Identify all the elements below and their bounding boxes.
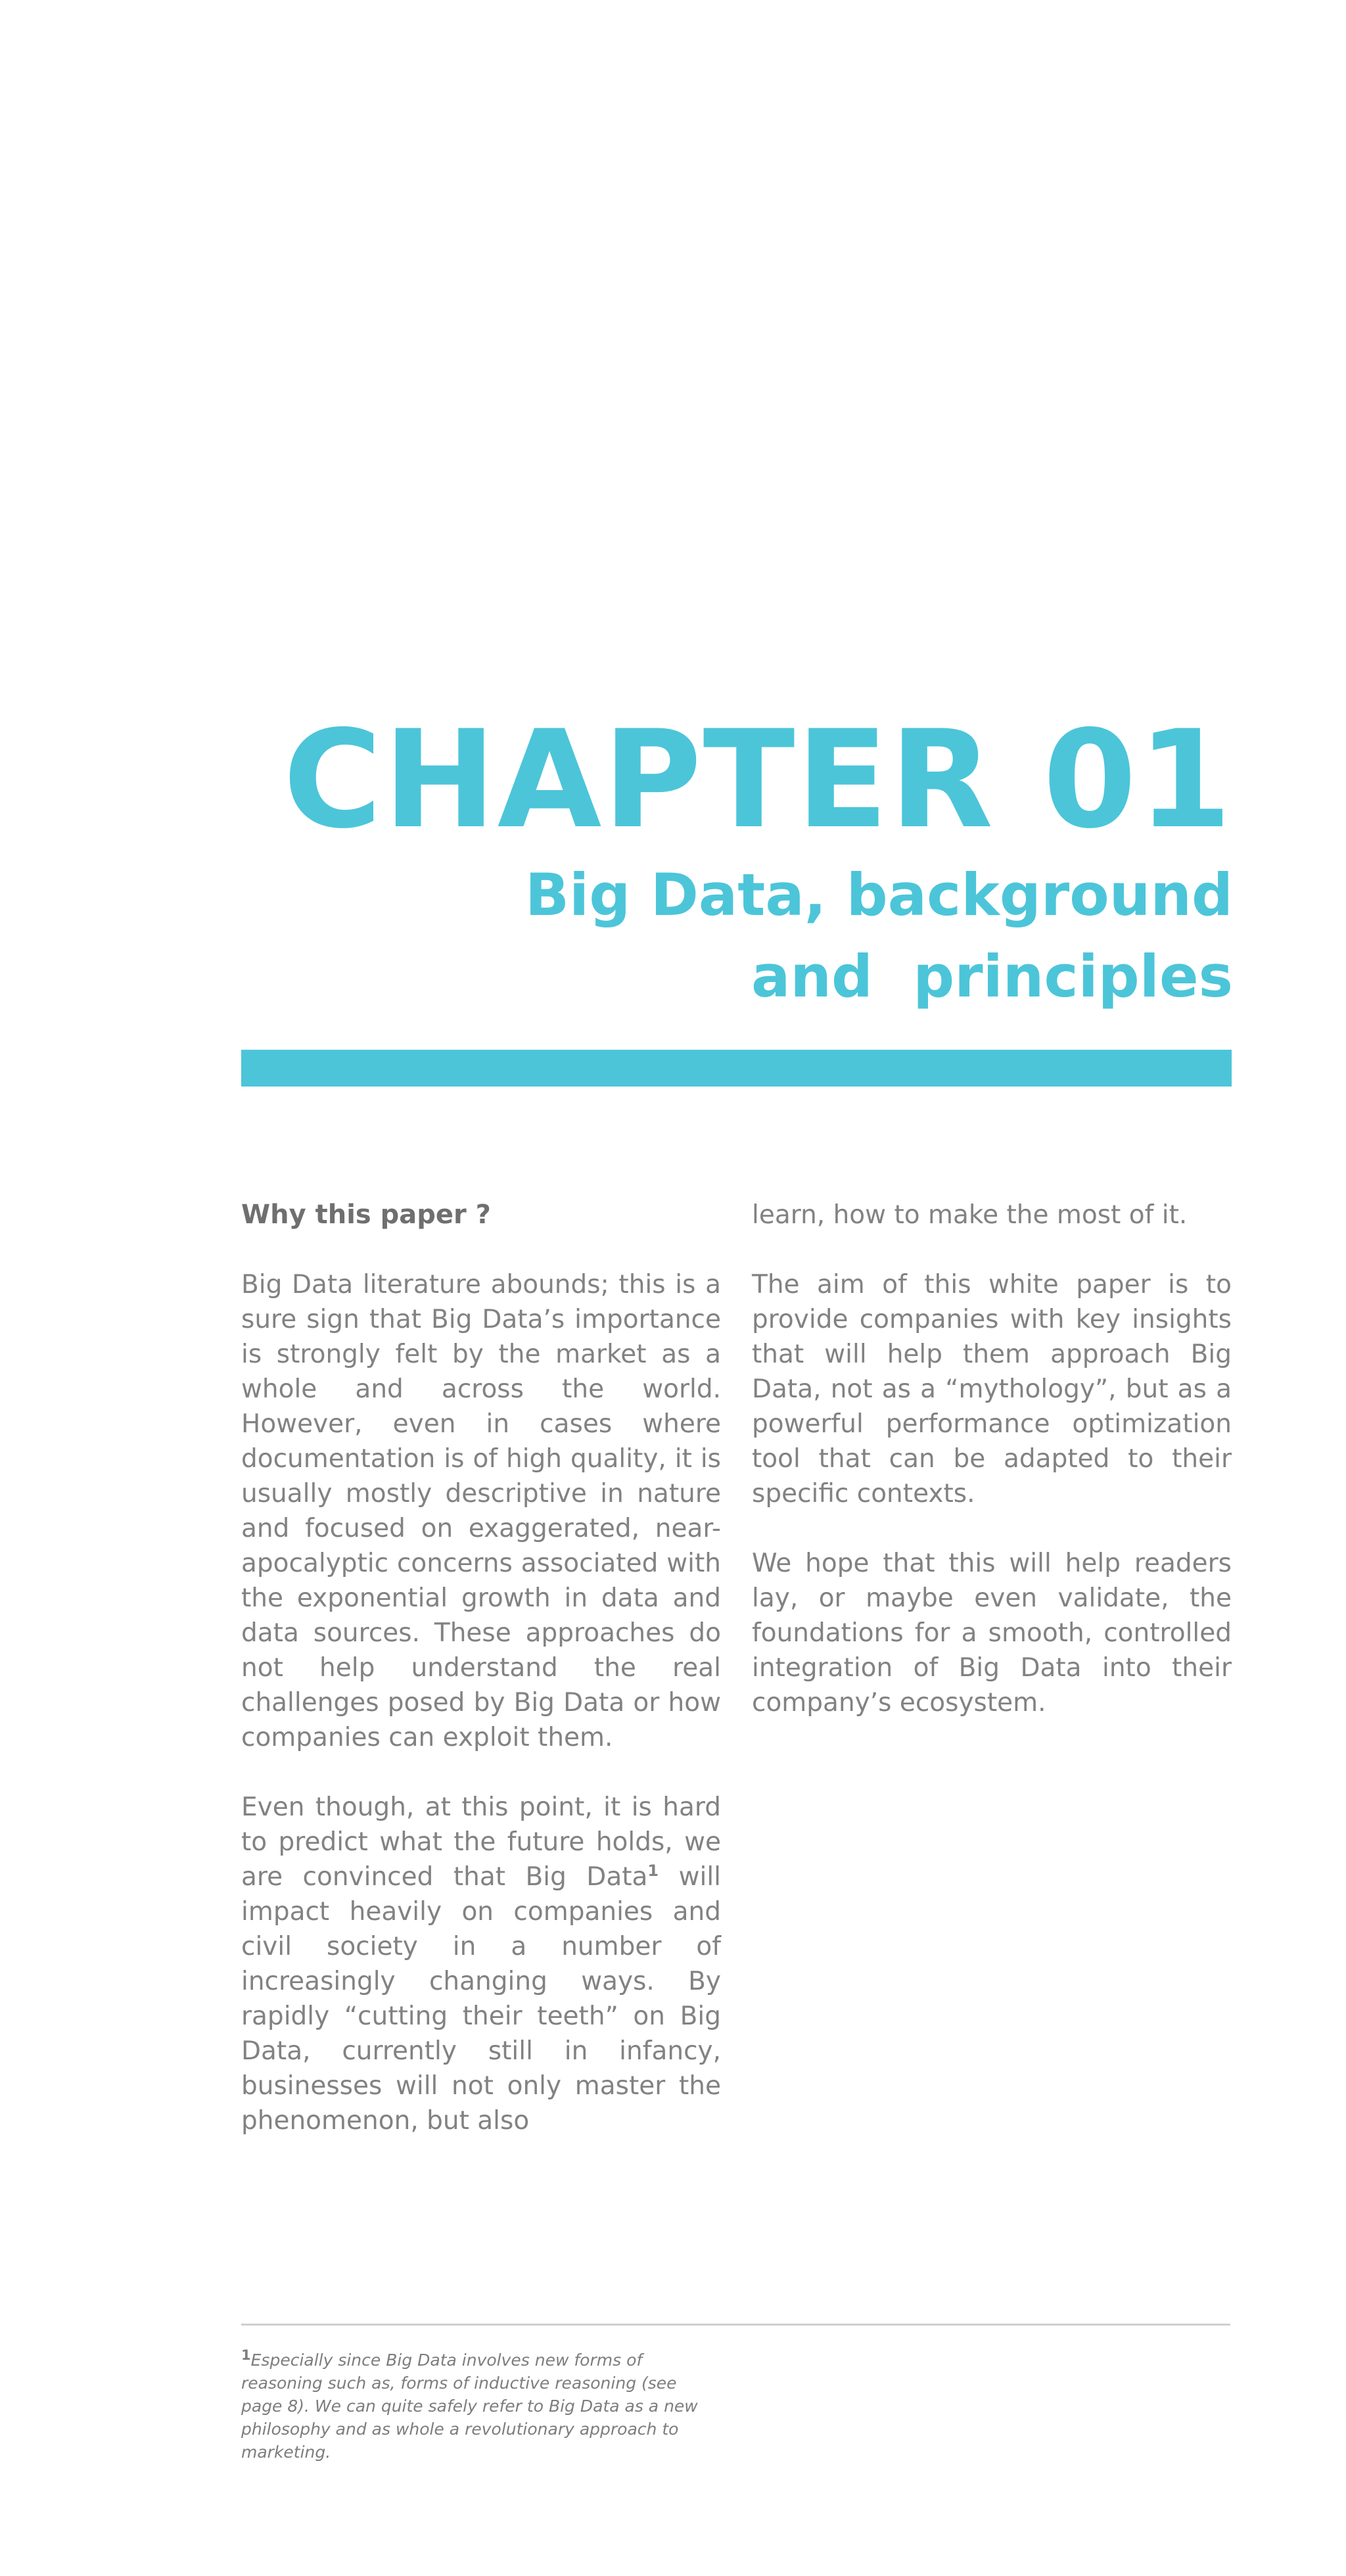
body-column-left (241, 1198, 721, 2138)
chapter-accent-bar (241, 1050, 1232, 1087)
chapter-subtitle-line-1: Big Data, background (524, 861, 1233, 929)
footnote-divider (241, 2324, 1230, 2326)
body-paragraph-text: will impact heavily on companies and civil society in a number of increasingly changing ways. By rapidly “cutting their teeth” on Big Data, currently still in infancy, businesses will not only master the phenomenon, but also (241, 1862, 721, 2136)
footnote-reference: 1 (647, 1862, 659, 1880)
section-heading: Why this paper ? (241, 1200, 491, 1230)
body-paragraph: Big Data literature abounds; this is a sure sign that Big Data’s importance is strongly felt by the market as a whole and across the world. However, even in cases where documentation is of high quality, it is usually mostly descriptive in nature and focused on exaggerated, near-apocalyptic concerns associated with the exponential growth in data and data sources. These approaches do not help understand the real challenges posed by Big Data or how companies can exploit them. (241, 1270, 721, 1752)
body-paragraph: The aim of this white paper is to provide companies with key insights that will help them approach Big Data, not as a “mythology”, but as a powerful performance optimization tool that can be adapted to their specific contexts. (752, 1270, 1232, 1509)
body-paragraph: We hope that this will help readers lay, or maybe even validate, the foundations for a smooth, controlled integration of Big Data into their company’s ecosystem. (752, 1549, 1232, 1718)
footnote-text: Especially since Big Data involves new forms of reasoning such as, forms of inductive reasoning (see page 8). We can quite safely refer to Big Data as a new philosophy and as whole a revolutionary approach to marketing. (241, 2351, 698, 2462)
chapter-subtitle (313, 855, 1233, 1018)
chapter-subtitle-line-2: and principles (751, 943, 1233, 1010)
chapter-number: CHAPTER 01 (283, 702, 1233, 858)
body-paragraph (241, 1790, 721, 2138)
footnote (241, 2349, 714, 2464)
footnote-mark: 1 (241, 2347, 251, 2363)
body-paragraph-text: Even though, at this point, it is hard to predict what the future holds, we are convinced that Big Data (241, 1792, 721, 1892)
body-paragraph: learn, how to make the most of it. (752, 1200, 1188, 1230)
body-column-right (752, 1198, 1232, 1720)
